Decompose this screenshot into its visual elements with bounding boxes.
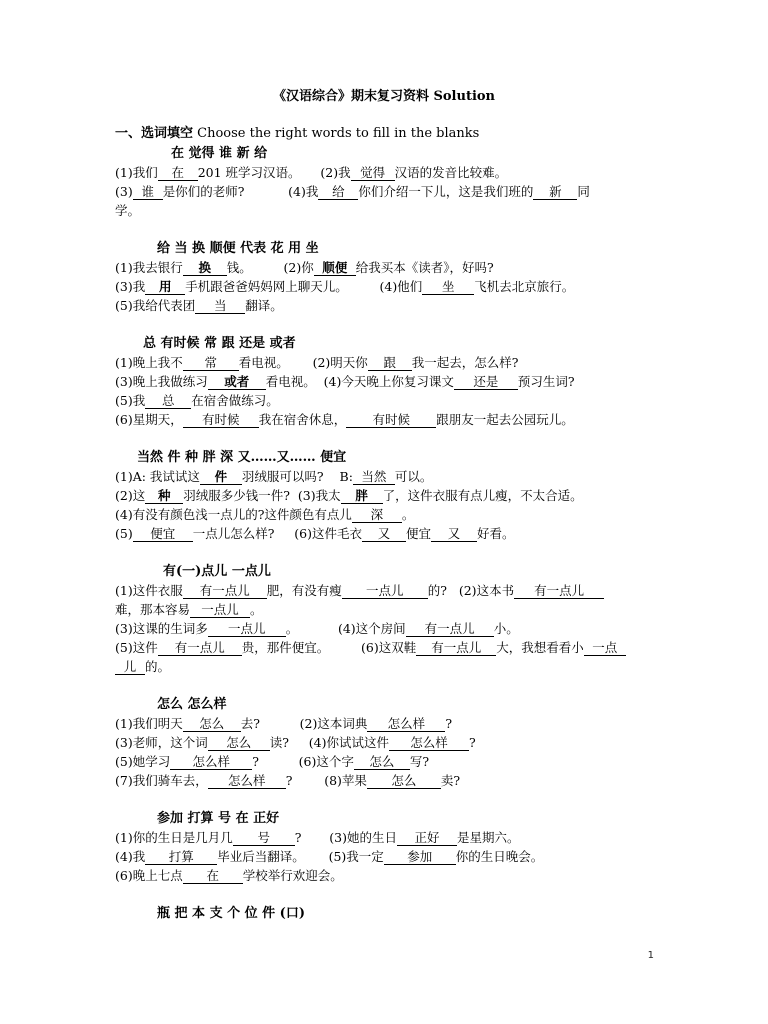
sentence-text: 读? <box>269 735 289 750</box>
answer-blank: 怎么 <box>183 716 241 732</box>
sentence-text: (3) <box>115 184 133 199</box>
exercise-line <box>115 353 660 372</box>
exercise-line <box>115 657 660 676</box>
answer-blank: 一点 <box>584 640 626 656</box>
answer-blank: 又 <box>362 526 406 542</box>
sentence-text: 好看。 <box>477 526 515 541</box>
answer-blank: 打算 <box>145 849 217 865</box>
sentence-text: (5) <box>115 526 133 541</box>
sentence-text: 便宜 <box>406 526 432 541</box>
answer-blank: 有一点儿 <box>514 583 604 599</box>
word-bank: 总 有时候 常 跟 还是 或者 <box>143 336 296 351</box>
sentence-text: (1)我去银行 <box>115 260 183 275</box>
sentence-text: 的。 <box>145 659 171 674</box>
answer-blank: 在 <box>183 868 243 884</box>
sentence-text: 贵，那件便宜。 <box>241 640 330 655</box>
answer-blank: 给 <box>318 184 358 200</box>
sentence-text: 。 <box>401 507 415 522</box>
answer-blank: 有一点儿 <box>406 621 494 637</box>
sentence-text: (5)我一定 <box>304 849 384 864</box>
sentence-text: (5)我 <box>115 393 146 408</box>
answer-blank: 一点儿 <box>190 602 250 618</box>
exercise-line <box>115 752 660 771</box>
sentence-text: 我在宿舍休息， <box>258 412 347 427</box>
answer-blank: 当然 <box>353 469 395 485</box>
sentence-text: 给我买本《读者》，好吗? <box>355 260 494 275</box>
answer-blank: 有时候 <box>346 412 436 428</box>
answer-blank: 参加 <box>384 849 456 865</box>
answer-blank: 件 <box>200 469 242 485</box>
sentence-text: (6)这个字 <box>258 754 354 769</box>
exercise-line <box>115 600 660 619</box>
answer-blank: 一点儿 <box>208 621 286 637</box>
sentence-text: (4)这个房间 <box>298 621 406 636</box>
sentence-text: (1)我们 <box>115 165 158 180</box>
sentence-text: 小。 <box>493 621 519 636</box>
answer-blank: 怎么样 <box>208 773 286 789</box>
sentence-text: 难，那本容易 <box>115 602 191 617</box>
sentence-text: 羽绒服可以吗? <box>241 469 324 484</box>
sentence-text: B: <box>323 469 353 484</box>
sentence-text: (6)星期天， <box>115 412 183 427</box>
sentence-text: (3)这课的生词多 <box>115 621 208 636</box>
exercise-line <box>115 277 660 296</box>
sentence-text: 学。 <box>115 203 141 218</box>
word-bank: 在 觉得 谁 新 给 <box>171 146 268 161</box>
answer-blank: 怎么 <box>367 773 441 789</box>
sentence-text: 我一起去，怎么样? <box>411 355 519 370</box>
answer-blank: 怎么样 <box>389 735 469 751</box>
group-spacer <box>115 429 660 448</box>
sentence-text: 预习生词? <box>517 374 575 389</box>
answer-blank: 顺便 <box>314 260 356 276</box>
answer-blank: 有一点儿 <box>183 583 267 599</box>
sentence-text: 肥，有没有瘦 <box>266 583 342 598</box>
sentence-text: (2)你 <box>251 260 314 275</box>
sentence-text: ? <box>285 773 293 788</box>
sentence-text: 羽绒服多少钱一件? <box>183 488 290 503</box>
sentence-text: (1)这件衣服 <box>115 583 183 598</box>
exercise-line <box>115 638 660 657</box>
answer-blank: 怎么 <box>354 754 410 770</box>
section-heading <box>115 125 479 143</box>
answer-blank: 便宜 <box>133 526 193 542</box>
exercise-line <box>115 486 660 505</box>
section-number: 一、选词填空 <box>115 126 194 141</box>
sentence-text: 是你们的老师? <box>162 184 245 199</box>
sentence-text: (1)我们明天 <box>115 716 183 731</box>
answer-blank: 儿 <box>115 659 145 675</box>
answer-blank: 新 <box>533 184 577 200</box>
sentence-text: 跟朋友一起去公园玩儿。 <box>436 412 574 427</box>
section-instruction: Choose the right words to fill in the blanks <box>197 126 480 141</box>
answer-blank: 正好 <box>397 830 457 846</box>
sentence-text: (3)老师，这个词 <box>115 735 208 750</box>
group-spacer <box>115 885 660 904</box>
sentence-text: 学校举行欢迎会。 <box>242 868 343 883</box>
answer-blank: 有时候 <box>183 412 259 428</box>
sentence-text: (2)这 <box>115 488 146 503</box>
exercise-line <box>115 410 660 429</box>
sentence-text: (4)他们 <box>347 279 423 294</box>
sentence-text: 一点儿怎么样? <box>192 526 275 541</box>
sentence-text: (3)晚上我做练习 <box>115 374 208 389</box>
answer-blank: 有一点儿 <box>158 640 242 656</box>
sentence-text: (6)晚上七点 <box>115 868 183 883</box>
answer-blank: 还是 <box>454 374 518 390</box>
exercise-line <box>115 581 660 600</box>
sentence-text: (4)有没有颜色浅一点儿的?这件颜色有点儿 <box>115 507 352 522</box>
sentence-text: 毕业后当翻译。 <box>217 849 305 864</box>
sentence-text: (8)苹果 <box>292 773 367 788</box>
answer-blank: 跟 <box>368 355 412 371</box>
answer-blank: 深 <box>352 507 402 523</box>
sentence-text: 钱。 <box>226 260 252 275</box>
sentence-text: (3)她的生日 <box>301 830 397 845</box>
exercise-line <box>115 771 660 790</box>
group-spacer <box>115 676 660 695</box>
sentence-text: 翻译。 <box>245 298 283 313</box>
sentence-text: (3)我太 <box>289 488 341 503</box>
exercise-line <box>115 733 660 752</box>
exercise-line <box>115 182 660 201</box>
exercise-line <box>115 467 660 486</box>
sentence-text: 你们介绍一下儿，这是我们班的 <box>358 184 534 199</box>
sentence-text: 大，我想看看小 <box>496 640 584 655</box>
exercise-line <box>115 524 660 543</box>
answer-blank: 号 <box>233 830 295 846</box>
exercise-line <box>115 847 660 866</box>
group-spacer <box>115 220 660 239</box>
answer-blank: 怎么样 <box>367 716 445 732</box>
sentence-text: ? <box>469 735 476 750</box>
exercise-line <box>115 828 660 847</box>
sentence-text: (5)我给代表团 <box>115 298 196 313</box>
sentence-text: (3)我 <box>115 279 146 294</box>
sentence-text: 去? <box>240 716 260 731</box>
sentence-text: (4)今天晚上你复习课文 <box>315 374 454 389</box>
sentence-text: (7)我们骑车去， <box>115 773 208 788</box>
answer-blank: 种 <box>145 488 183 504</box>
answer-blank: 坐 <box>422 279 474 295</box>
sentence-text: 可以。 <box>394 469 433 484</box>
answer-blank: 总 <box>145 393 191 409</box>
sentence-text: 了，这件衣服有点儿瘦，不太合适。 <box>382 488 583 503</box>
answer-blank: 怎么样 <box>170 754 252 770</box>
answer-blank: 或者 <box>208 374 266 390</box>
answer-blank: 换 <box>183 260 227 276</box>
answer-blank: 当 <box>195 298 245 314</box>
answer-blank: 有一点儿 <box>416 640 496 656</box>
exercise-line <box>115 201 660 220</box>
sentence-text: 。 <box>285 621 299 636</box>
sentence-text: 汉语的发音比较难。 <box>394 165 508 180</box>
sentence-text: 手机跟爸爸妈妈网上聊天儿。 <box>185 279 348 294</box>
word-bank: 给 当 换 顺便 代表 花 用 坐 <box>157 241 319 256</box>
sentence-text: (2)明天你 <box>288 355 368 370</box>
sentence-text: (1)A: 我试试这 <box>115 469 200 484</box>
answer-blank: 常 <box>183 355 239 371</box>
exercise-line <box>115 296 660 315</box>
sentence-text: 看电视。 <box>238 355 289 370</box>
word-bank: 瓶 把 本 支 个 位 件 (口) <box>157 906 305 921</box>
page-number: 1 <box>647 950 654 961</box>
word-bank: 有(一)点儿 一点儿 <box>163 564 271 579</box>
word-bank: 参加 打算 号 在 正好 <box>157 811 280 826</box>
sentence-text: ? <box>445 716 453 731</box>
group-spacer <box>115 543 660 562</box>
exercise-line <box>115 505 660 524</box>
sentence-text: 是星期六。 <box>456 830 520 845</box>
sentence-text: (2)我 <box>300 165 351 180</box>
word-bank: 怎么 怎么样 <box>157 697 227 712</box>
sentence-text: (6)这件毛衣 <box>274 526 362 541</box>
word-bank: 当然 件 种 胖 深 又……又…… 便宜 <box>137 450 347 465</box>
answer-blank: 胖 <box>341 488 383 504</box>
sentence-text: (2)这本词典 <box>259 716 368 731</box>
sentence-text: 同 <box>577 184 590 199</box>
sentence-text: 。 <box>250 602 263 617</box>
sentence-text: (4)我 <box>244 184 319 199</box>
exercise-line <box>115 372 660 391</box>
exercise-line <box>115 714 660 733</box>
sentence-text: 写? <box>409 754 430 769</box>
answer-blank: 用 <box>145 279 185 295</box>
answer-blank: 怎么 <box>208 735 270 751</box>
exercise-line <box>115 391 660 410</box>
sentence-text: 在宿舍做练习。 <box>191 393 279 408</box>
sentence-text: ? <box>294 830 302 845</box>
answer-blank: 一点儿 <box>342 583 428 599</box>
sentence-text: 看电视。 <box>265 374 316 389</box>
sentence-text: 你的生日晚会。 <box>455 849 544 864</box>
sentence-text: 的? <box>427 583 447 598</box>
exercise-line <box>115 163 660 182</box>
exercise-content <box>115 144 660 923</box>
sentence-text: ? <box>252 754 259 769</box>
sentence-text: (2)这本书 <box>446 583 515 598</box>
sentence-text: 201 班学习汉语。 <box>197 165 301 180</box>
sentence-text: (4)你试试这件 <box>288 735 389 750</box>
exercise-line <box>115 866 660 885</box>
sentence-text: 卖? <box>440 773 461 788</box>
sentence-text: (6)这双鞋 <box>329 640 417 655</box>
sentence-text: (5)这件 <box>115 640 158 655</box>
answer-blank: 在 <box>158 165 198 181</box>
exercise-line <box>115 619 660 638</box>
answer-blank: 觉得 <box>351 165 395 181</box>
sentence-text: (5)她学习 <box>115 754 171 769</box>
answer-blank: 谁 <box>133 184 163 200</box>
group-spacer <box>115 315 660 334</box>
answer-blank: 又 <box>431 526 477 542</box>
sentence-text: (4)我 <box>115 849 146 864</box>
sentence-text: (1)你的生日是几月几 <box>115 830 233 845</box>
sentence-text: 飞机去北京旅行。 <box>474 279 575 294</box>
sentence-text: (1)晚上我不 <box>115 355 183 370</box>
exercise-line <box>115 258 660 277</box>
group-spacer <box>115 790 660 809</box>
page-title: 《汉语综合》期末复习资料 Solution <box>272 89 496 104</box>
